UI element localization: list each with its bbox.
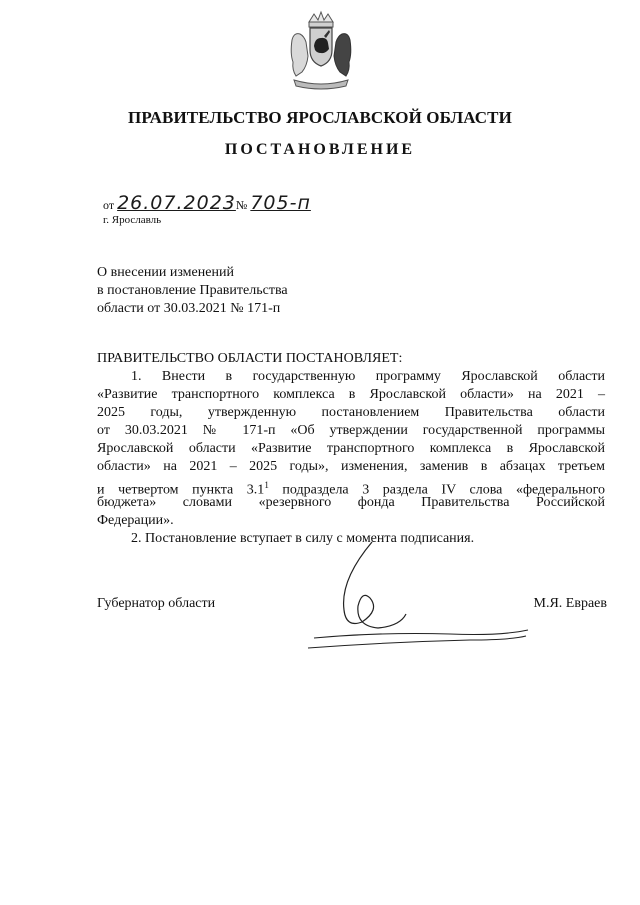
clause-1-line: бюджета» словами «резервного фонда Правительства Российской	[97, 495, 605, 510]
document-subject	[97, 264, 288, 318]
clause-1-line: 1. Внести в государственную программу Ярославской области	[131, 369, 605, 384]
clause-1-line: Ярославской области «Развитие транспортного комплекса в Ярославской	[97, 441, 605, 456]
signatory-name: М.Я. Евраев	[533, 596, 607, 611]
document-type: ПОСТАНОВЛЕНИЕ	[224, 141, 416, 158]
clause-1-line: области» на 2021 – 2025 годы», изменения, заменив в абзацах третьем	[97, 459, 605, 474]
signatory-position: Губернатор области	[97, 596, 216, 611]
government-title: ПРАВИТЕЛЬСТВО ЯРОСЛАВСКОЙ ОБЛАСТИ	[128, 108, 512, 127]
clause-1-line: Федерации».	[97, 513, 174, 528]
clause-1-line: 2025 годы, утвержденную постановлением Правительства области	[97, 405, 605, 420]
number-prefix: №	[235, 198, 248, 212]
handwritten-signature	[300, 540, 530, 660]
subject-line: О внесении изменений	[97, 265, 234, 280]
clause-1-line: «Развитие транспортного комплекса в Ярославской области» на 2021 –	[97, 387, 605, 402]
handwritten-date: 26.07.2023	[117, 192, 236, 214]
date-prefix: от	[103, 198, 115, 212]
yaroslavl-coat-of-arms-icon	[280, 10, 362, 92]
subject-line: в постановление Правительства	[97, 283, 288, 298]
subject-line: области от 30.03.2021 № 171-п	[97, 301, 281, 316]
registration-line	[103, 192, 311, 214]
footnote-superscript: 1	[264, 480, 269, 490]
handwritten-number: 705-п	[250, 192, 311, 214]
clause-2: 2. Постановление вступает в силу с момента подписания.	[131, 531, 475, 546]
city: г. Ярославль	[103, 214, 162, 226]
clause-1-line: и четвертом пункта $3.1^1$ подраздела 3 раздела IV слова «федерального	[97, 480, 605, 498]
preamble: ПРАВИТЕЛЬСТВО ОБЛАСТИ ПОСТАНОВЛЯЕТ:	[97, 351, 403, 366]
resolution-body	[97, 368, 605, 548]
clause-1-line: от 30.03.2021 № 171-п «Об утверждении государственной программы	[97, 423, 605, 438]
